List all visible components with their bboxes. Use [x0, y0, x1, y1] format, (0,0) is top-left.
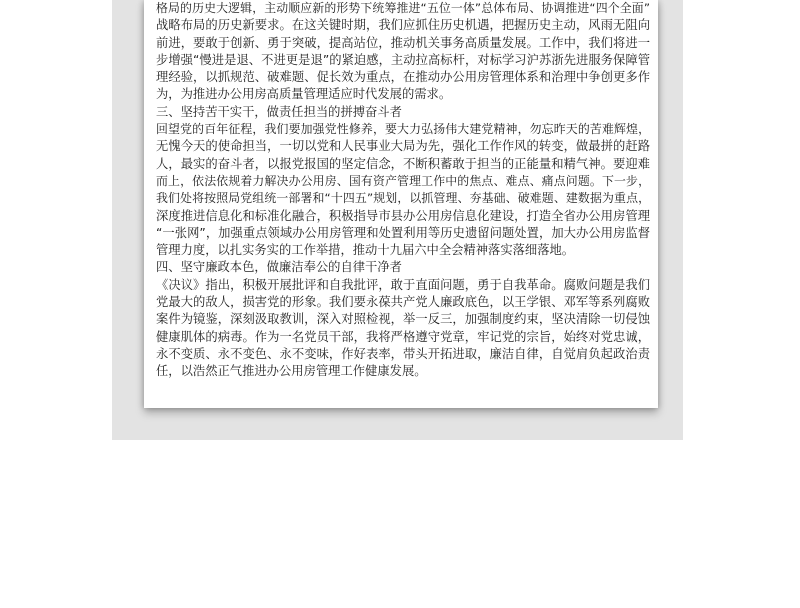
document-body	[156, 0, 650, 381]
section-heading: 三、坚持苦干实干，做责任担当的拼搏奋斗者	[156, 104, 402, 119]
text-line: 无愧今天的使命担当，一切以党和人民事业大局为先，强化工作作风的转变，做最拼的赶路	[156, 139, 650, 154]
text-line: 格局的历史大逻辑，主动顺应新的形势下统筹推进“五位一体”总体布局、协调推进“四个全面”	[156, 1, 650, 15]
text-line: 步增强“慢进是退、不进更是退”的紧迫感，主动拉高标杆，对标学习沪苏浙先进服务保障管	[156, 52, 650, 67]
text-line: 任，以浩然正气推进办公用房管理工作健康发展。	[156, 364, 427, 379]
text-line: 《决议》指出，积极开展批评和自我批评，敢于直面问题，勇于自我革命。腐败问题是我们	[156, 277, 650, 292]
section-heading: 四、坚守廉政本色，做廉洁奉公的自律干净者	[156, 260, 402, 275]
text-line: 我们处将按照局党组统一部署和“十四五”规划，以抓管理、夯基础、破难题、建数据为重点，	[156, 191, 650, 206]
text-line: 永不变质、永不变色、永不变味，作好表率，带头开拓进取，廉洁自律，自觉肩负起政治责	[156, 346, 650, 361]
text-line: 而上，依法依规着力解决办公用房、国有资产管理工作中的焦点、难点、痛点问题。下一步，	[156, 173, 650, 188]
text-line: 理经验，以抓规范、破难题、促长效为重点，在推动办公用房管理体系和治理中争创更多作	[156, 70, 650, 85]
text-line: 党最大的敌人，损害党的形象。我们要永葆共产党人廉政底色，以王学银、邓军等系列腐败	[156, 295, 650, 310]
text-line: 健康肌体的病毒。作为一名党员干部，我将严格遵守党章，牢记党的宗旨，始终对党忠诚，	[156, 329, 650, 344]
text-line: 管理力度，以扎实务实的工作举措，推动十九届六中全会精神落实落细落地。	[156, 243, 575, 258]
text-line: 为，为推进办公用房高质量管理适应时代发展的需求。	[156, 87, 452, 102]
text-line: 前进，要敢于创新、勇于突破，提高站位，推动机关事务高质量发展。工作中，我们将进一	[156, 35, 650, 50]
text-line: 人，最实的奋斗者，以报党报国的坚定信念，不断积蓄敢于担当的正能量和精气神。要迎难	[156, 156, 650, 171]
text-line: 深度推进信息化和标准化融合，积极指导市县办公用房信息化建设，打造全省办公用房管理	[156, 208, 650, 223]
text-line: “一张网”，加强重点领域办公用房管理和处置利用等历史遗留问题处置，加大办公用房监督	[156, 225, 650, 240]
text-line: 回望党的百年征程，我们要加强党性修养，要大力弘扬伟大建党精神，勿忘昨天的苦难辉煌，	[156, 122, 650, 137]
text-line: 战略布局的历史新要求。在这关键时期，我们应抓住历史机遇，把握历史主动，风雨无阻向	[156, 18, 650, 33]
text-line: 案件为镜鉴，深刻汲取教训，深入对照检视，举一反三，加强制度约束，坚决清除一切侵蚀	[156, 312, 650, 327]
